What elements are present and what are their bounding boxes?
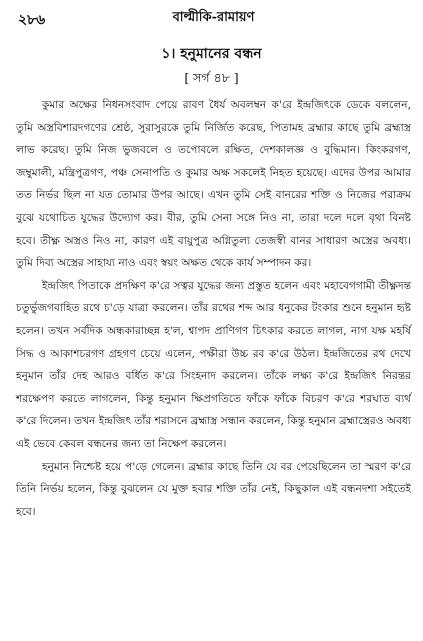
running-header	[18, 8, 409, 30]
chapter-title: ১। হনুমানের বন্ধন	[161, 46, 262, 62]
running-title: বাল্মীকি-রামায়ণ	[172, 10, 255, 25]
sarga-label: [ সর্গ ৪৮ ]	[184, 70, 239, 85]
body-text	[16, 94, 411, 523]
paragraph: হনুমান নিশ্চেষ্ট হয়ে প'ড়ে গেলেন। ব্রহ্মার কাছে তিনি যে বর পেয়েছিলেন তা স্মরণ ক'রে তিনি নির্ভয় হলেন, কিন্তু বুঝলেন যে মুক্ত হবার শক্তি তাঁর নেই, কিছুকাল এই বন্ধনদশা সইতেই হবে।	[16, 460, 411, 518]
paragraph: ইন্দ্রজিৎ পিতাকে প্রদক্ষিণ ক'রে সত্বর যুদ্ধের জন্য প্রস্তুত হলেন এবং মহাবেগগামী তীক্ষ্ণদন্ত চতুর্ভুজগবাহিত রথে চ'ড়ে যাত্রা করলেন। তাঁর রথের শব্দ আর ধনুকের টংকার শুনে হনুমান হৃষ্ট হলেন। তখন সর্বদিক অন্ধকারাচ্ছন্ন হ'ল, শ্বাপদ প্রাণিগণ চিৎকার করতে লাগল, নাগ যক্ষ মহর্ষি সিদ্ধ ও আকাশচরগণ গ্রহগণ চেয়ে এলেন, পক্ষীরা উচ্চ রব ক'রে উঠল। ইন্দ্রজিতের রথ দেখে হনুমান তাঁর দেহ আরও বর্ধিত ক'রে সিংহনাদ করলেন। তাঁকে লক্ষ্য ক'রে ইন্দ্রজিৎ নিরন্তর শরক্ষেপণ করতে লাগলেন, কিন্তু হনুমান ক্ষিপ্রগতিতে ফাঁকে ফাঁকে বিচরণ ক'রে শরঘাত ব্যর্থ ক'রে দিলেন। তখন ইন্দ্রজিৎ তাঁর শরাসনে ব্রহ্মাস্ত্র সন্ধান করলেন, কিন্তু হনুমান ব্রহ্মাস্ত্রেরও অবধ্য এই ভেবে কেবল বন্ধনের জন্য তা নিক্ষেপ করলেন।	[16, 279, 411, 450]
paragraph: কুমার অক্ষের নিধনসংবাদ পেয়ে রাবণ ধৈর্য অবলম্বন ক'রে ইন্দ্রজিৎকে ডেকে বললেন, তুমি অস্ত্রবিশারদগণের শ্রেষ্ঠ, সুরাসুরকে তুমি নির্জিত করেছ, পিতামহ ব্রহ্মার কাছে তুমি ব্রহ্মাস্ত্র লাভ করেছ। তুমি নিজ ভুজবলে ও তপোবলে রক্ষিত, দেশকালজ্ঞ ও বুদ্ধিমান। কিংকরগণ, জম্বুমালী, মন্ত্রিপুত্রগণ, পঞ্চ সেনাপতি ও কুমার অক্ষ সকলেই নিহত হয়েছে। এদের উপর আমার তত নির্ভর ছিল না যত তোমার উপর আছে। এখন তুমি সেই বানরের শক্তি ও নিজের পরাক্রম বুঝে যথোচিত যুদ্ধের উদ্যোগ কর। বীর, তুমি সেনা সঙ্গে নিও না, তারা দলে দলে বৃথা বিনষ্ট হবে। তীক্ষ্ণ অস্ত্রও নিও না, কারণ এই বায়ুপুত্র অগ্নিতুল্য তেজস্বী বানর সাধারণ অস্ত্রের অবধ্য। তুমি দিব্য অস্ত্রের সাহায্য নাও এবং স্বয়ং অক্ষত থেকে কার্য সম্পাদন কর।	[16, 99, 411, 270]
page-number: ২৮৬	[18, 12, 46, 28]
